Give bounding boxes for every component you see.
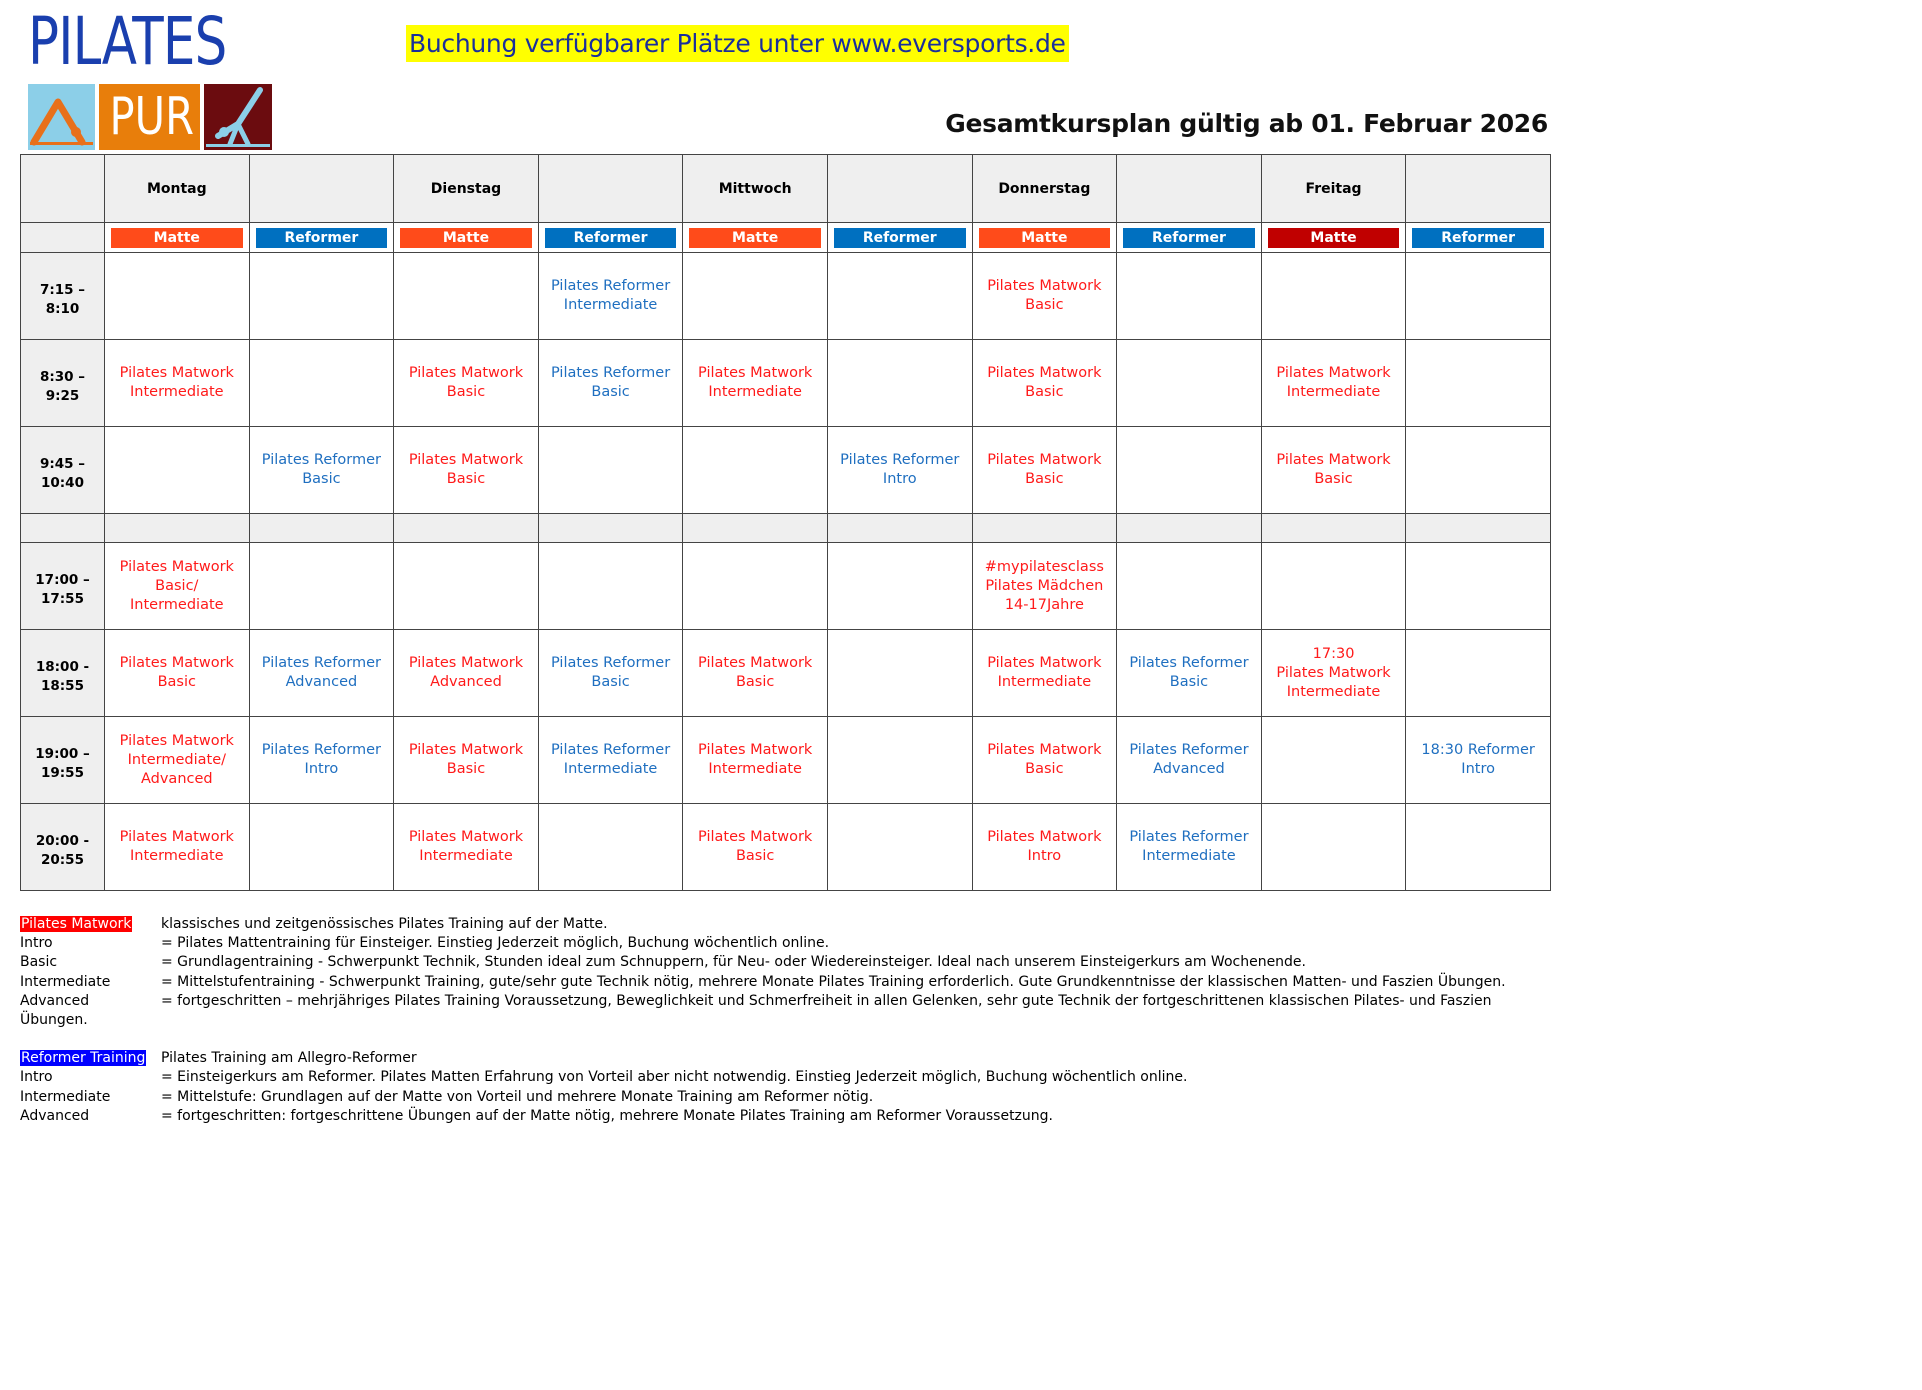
break-cell — [827, 514, 972, 543]
break-cell — [683, 514, 828, 543]
booking-banner: Buchung verfügbarer Plätze unter www.eversports.de — [406, 25, 1069, 62]
day-header-row — [21, 155, 1551, 223]
empty-cell — [827, 253, 972, 340]
class-label-line: Pilates Mädchen — [985, 577, 1104, 594]
class-label-line: Pilates Matwork — [408, 655, 524, 671]
class-cell — [538, 630, 683, 717]
class-label-line: Intro — [304, 761, 339, 777]
legend-row — [20, 973, 1550, 992]
class-label-line: Pilates Matwork — [987, 365, 1102, 381]
logo-pur-tile — [99, 84, 200, 150]
time-line: 10:40 — [41, 475, 84, 491]
empty-cell — [1117, 340, 1262, 427]
class-label-line: Intro — [882, 471, 917, 487]
class-label-line: Pilates Matwork — [119, 365, 234, 381]
time-line: 17:55 — [41, 591, 84, 607]
class-cell — [249, 427, 394, 514]
class-label-line: Pilates Matwork — [1276, 664, 1391, 681]
empty-cell — [1261, 717, 1406, 804]
class-cell — [105, 717, 250, 804]
empty-cell — [1117, 253, 1262, 340]
time-line: 18:00 - — [35, 659, 90, 675]
legend-level-description: = Pilates Mattentraining für Einsteiger. Einstieg Jederzeit möglich, Buchung wöchentlich online. — [161, 935, 830, 952]
class-label-line: Basic — [157, 674, 196, 690]
class-label-line: Pilates Matwork — [698, 365, 813, 381]
time-slot-row — [21, 630, 1551, 717]
break-cell — [972, 514, 1117, 543]
empty-cell — [1406, 340, 1551, 427]
class-cell — [538, 340, 683, 427]
class-label-line: Basic — [735, 848, 775, 864]
legend — [20, 915, 1550, 1126]
class-label-line: Intermediate — [1142, 848, 1236, 864]
class-label-line: Pilates Matwork — [698, 829, 813, 845]
class-label-line: Intro — [1027, 848, 1062, 864]
time-cell — [21, 340, 105, 427]
legend-level-key: Intro — [20, 1069, 53, 1086]
class-cell — [683, 804, 828, 891]
logo-pur-text: PUR — [109, 87, 195, 147]
class-label-line: Pilates Reformer — [550, 278, 671, 294]
time-slot-row — [21, 717, 1551, 804]
class-label-line: Basic/ — [155, 577, 199, 594]
time-cell — [21, 717, 105, 804]
class-cell — [394, 340, 539, 427]
type-badge-matte: Matte — [1268, 228, 1400, 248]
class-label-line: Intermediate — [130, 384, 224, 400]
class-label-line: Intermediate — [1286, 683, 1381, 700]
empty-cell — [683, 253, 828, 340]
break-cell — [1261, 514, 1406, 543]
empty-cell — [827, 717, 972, 804]
time-cell — [21, 427, 105, 514]
type-row-corner — [21, 223, 105, 253]
day-header-freitag: Freitag — [1261, 155, 1406, 223]
type-badge-reformer: Reformer — [256, 228, 388, 248]
time-slot-row — [21, 543, 1551, 630]
time-line: 7:15 – — [39, 282, 86, 298]
class-label-line: Basic — [1025, 297, 1064, 313]
day-header-empty — [827, 155, 972, 223]
class-cell — [394, 630, 539, 717]
empty-cell — [249, 543, 394, 630]
empty-cell — [1406, 253, 1551, 340]
class-label-line: Advanced — [1153, 761, 1225, 777]
time-slot-row — [21, 804, 1551, 891]
class-label-line: Intermediate — [708, 384, 802, 400]
legend-matwork-header — [20, 915, 1550, 934]
empty-cell — [394, 543, 539, 630]
day-header-donnerstag: Donnerstag — [972, 155, 1117, 223]
class-label-line: Pilates Matwork — [408, 742, 524, 758]
day-header-empty — [538, 155, 683, 223]
class-label-line: Pilates Matwork — [408, 829, 524, 845]
class-label-line: Pilates Matwork — [119, 558, 234, 575]
class-label-line: Pilates Reformer — [840, 452, 960, 468]
time-line: 18:55 — [41, 678, 84, 694]
course-schedule-table — [20, 154, 1551, 891]
empty-cell — [249, 804, 394, 891]
class-label-line: Basic — [1314, 471, 1353, 487]
class-label-line: Pilates Matwork — [408, 452, 524, 468]
class-label-line: Pilates Matwork — [1276, 365, 1391, 381]
class-cell — [538, 253, 683, 340]
legend-row — [20, 934, 1550, 953]
corner-cell — [21, 155, 105, 223]
class-cell — [249, 630, 394, 717]
class-label-line: Pilates Reformer — [550, 742, 671, 758]
time-line: 8:30 – — [39, 369, 86, 385]
class-label-line: Pilates Reformer — [1129, 742, 1249, 758]
day-header-mittwoch: Mittwoch — [683, 155, 828, 223]
empty-cell — [1261, 253, 1406, 340]
class-cell — [972, 717, 1117, 804]
time-line: 8:10 — [45, 301, 80, 317]
class-label-line: Pilates Reformer — [1129, 829, 1249, 845]
class-label-line: Intermediate — [997, 674, 1092, 690]
empty-cell — [538, 543, 683, 630]
class-cell — [972, 427, 1117, 514]
empty-cell — [827, 543, 972, 630]
empty-cell — [683, 427, 828, 514]
class-cell — [683, 717, 828, 804]
legend-level-key: Advanced — [20, 992, 90, 1009]
legend-level-key: Intro — [20, 935, 53, 952]
class-cell — [105, 804, 250, 891]
class-cell — [538, 717, 683, 804]
legend-level-description: = Einsteigerkurs am Reformer. Pilates Matten Erfahrung von Vorteil aber nicht notwendig. Einstieg Jederzeit möglich, Buchung wöchentlich online. — [161, 1069, 1188, 1086]
break-cell — [1406, 514, 1551, 543]
time-line: 17:00 – — [35, 572, 90, 588]
time-line: 19:00 – — [35, 746, 90, 762]
class-cell — [105, 630, 250, 717]
class-label-line: Pilates Matwork — [1276, 452, 1391, 468]
legend-level-key: Basic — [20, 954, 58, 971]
type-row — [21, 223, 1551, 253]
empty-cell — [1406, 427, 1551, 514]
legend-wrap-line: Übungen. — [20, 1012, 88, 1029]
class-cell — [972, 253, 1117, 340]
class-label-line: Basic — [446, 761, 486, 777]
class-label-line: Basic — [1025, 471, 1064, 487]
class-cell — [1117, 630, 1262, 717]
time-line: 20:00 - — [35, 833, 90, 849]
empty-cell — [1117, 427, 1262, 514]
day-header-empty — [1117, 155, 1262, 223]
time-cell — [21, 630, 105, 717]
class-label-line: Pilates Matwork — [408, 365, 524, 381]
class-label-line: Pilates Matwork — [119, 732, 234, 749]
class-label-line: Basic — [735, 674, 775, 690]
class-label-line: Pilates Reformer — [261, 655, 381, 671]
midday-break-row — [21, 514, 1551, 543]
legend-matwork-desc: klassisches und zeitgenössisches Pilates Training auf der Matte. — [161, 916, 608, 932]
empty-cell — [249, 340, 394, 427]
class-cell — [683, 340, 828, 427]
day-header-montag: Montag — [105, 155, 250, 223]
class-label-line: Intermediate — [708, 761, 802, 777]
class-cell — [1406, 717, 1551, 804]
time-line: 9:25 — [45, 388, 80, 404]
break-cell — [21, 514, 105, 543]
time-slot-row — [21, 427, 1551, 514]
class-label-line: Intermediate — [130, 848, 224, 864]
class-label-line: Basic — [446, 384, 486, 400]
class-label-line: Pilates Reformer — [261, 452, 381, 468]
class-cell — [105, 340, 250, 427]
legend-reformer-desc: Pilates Training am Allegro-Reformer — [161, 1050, 417, 1067]
empty-cell — [827, 630, 972, 717]
class-cell — [972, 804, 1117, 891]
class-label-line: Pilates Matwork — [987, 655, 1102, 671]
break-cell — [249, 514, 394, 543]
empty-cell — [1406, 543, 1551, 630]
class-cell — [972, 340, 1117, 427]
class-label-line: Pilates Matwork — [698, 655, 813, 671]
class-label-line: Pilates Matwork — [119, 655, 234, 671]
legend-row — [20, 1107, 1550, 1126]
class-label-line: Basic — [1025, 761, 1064, 777]
class-label-line: Advanced — [430, 674, 502, 690]
type-badge-reformer: Reformer — [1123, 228, 1255, 248]
balance-pose-figure-icon — [204, 84, 272, 150]
empty-cell — [1261, 543, 1406, 630]
empty-cell — [683, 543, 828, 630]
class-label-line: Intermediate — [419, 848, 513, 864]
legend-row — [20, 992, 1550, 1011]
time-line: 20:55 — [41, 852, 84, 868]
pilates-pur-logo — [28, 3, 274, 147]
class-cell — [249, 717, 394, 804]
class-label-line: Pilates Matwork — [987, 452, 1102, 468]
class-label-line: Intermediate — [130, 596, 224, 613]
class-cell — [1117, 717, 1262, 804]
class-label-line: 17:30 — [1312, 645, 1355, 662]
type-badge-matte: Matte — [979, 228, 1111, 248]
break-cell — [105, 514, 250, 543]
class-label-line: Basic — [1025, 384, 1064, 400]
legend-reformer-title: Reformer Training — [21, 1050, 146, 1067]
legend-level-key: Advanced — [20, 1107, 90, 1124]
class-cell — [394, 717, 539, 804]
class-label-line: Advanced — [140, 770, 213, 787]
type-badge-matte: Matte — [689, 228, 821, 248]
class-label-line: Basic — [591, 384, 630, 400]
class-label-line: #mypilatesclass — [984, 558, 1104, 575]
legend-level-key: Intermediate — [20, 973, 111, 990]
legend-row — [20, 1068, 1550, 1087]
empty-cell — [249, 253, 394, 340]
empty-cell — [1261, 804, 1406, 891]
legend-row — [20, 953, 1550, 972]
class-label-line: Pilates Reformer — [550, 655, 671, 671]
class-label-line: Intro — [1461, 761, 1495, 777]
class-cell — [972, 630, 1117, 717]
class-label-line: Pilates Matwork — [987, 278, 1102, 294]
type-badge-reformer: Reformer — [1412, 228, 1544, 248]
class-cell — [972, 543, 1117, 630]
class-label-line: Basic — [1169, 674, 1209, 690]
class-label-line: Basic — [591, 674, 630, 690]
empty-cell — [538, 427, 683, 514]
class-label-line: Intermediate — [563, 761, 658, 777]
type-badge-reformer: Reformer — [545, 228, 677, 248]
legend-matwork-title: Pilates Matwork — [21, 916, 132, 932]
downward-dog-figure-icon — [28, 84, 95, 150]
class-label-line: Pilates Matwork — [119, 829, 234, 845]
empty-cell — [105, 253, 250, 340]
day-header-empty — [1406, 155, 1551, 223]
time-cell — [21, 804, 105, 891]
empty-cell — [1117, 543, 1262, 630]
legend-row — [20, 1088, 1550, 1107]
class-cell — [394, 427, 539, 514]
logo-wordmark: PILATES — [28, 3, 227, 80]
break-cell — [1117, 514, 1262, 543]
empty-cell — [827, 340, 972, 427]
class-label-line: Pilates Matwork — [987, 742, 1102, 758]
day-header-empty — [249, 155, 394, 223]
time-slot-row — [21, 340, 1551, 427]
time-line: 9:45 – — [39, 456, 86, 472]
class-cell — [683, 630, 828, 717]
class-label-line: Basic — [446, 471, 486, 487]
class-cell — [1117, 804, 1262, 891]
time-slot-row — [21, 253, 1551, 340]
class-label-line: Pilates Matwork — [987, 829, 1102, 845]
legend-level-description: = Mittelstufe: Grundlagen auf der Matte von Vorteil und mehrere Monate Training am Reformer nötig. — [161, 1088, 874, 1105]
empty-cell — [1406, 804, 1551, 891]
time-cell — [21, 253, 105, 340]
legend-level-description: = fortgeschritten: fortgeschrittene Übungen auf der Matte nötig, mehrere Monate Pilates Training am Reformer Voraussetzung. — [161, 1107, 1053, 1124]
class-label-line: 14-17Jahre — [1004, 596, 1084, 613]
empty-cell — [538, 804, 683, 891]
day-header-dienstag: Dienstag — [394, 155, 539, 223]
class-cell — [1261, 630, 1406, 717]
class-label-line: 18:30 Reformer — [1421, 742, 1535, 758]
break-cell — [394, 514, 539, 543]
plan-title: Gesamtkursplan gültig ab 01. Februar 2026 — [945, 109, 1548, 138]
legend-level-description: = Mittelstufentraining - Schwerpunkt Training, gute/sehr gute Technik nötig, mehrere Monate Pilates Training erforderlich. Gute Grundkenntnisse der klassischen Matten- und Faszien Übungen. — [161, 973, 1506, 990]
class-cell — [394, 804, 539, 891]
type-badge-matte: Matte — [400, 228, 532, 248]
class-cell — [1261, 340, 1406, 427]
class-label-line: Basic — [302, 471, 341, 487]
class-cell — [105, 543, 250, 630]
type-badge-reformer: Reformer — [834, 228, 966, 248]
empty-cell — [1406, 630, 1551, 717]
class-label-line: Intermediate/ — [127, 751, 227, 768]
legend-level-key: Intermediate — [20, 1088, 111, 1105]
empty-cell — [105, 427, 250, 514]
class-cell — [1261, 427, 1406, 514]
empty-cell — [827, 804, 972, 891]
class-label-line: Pilates Reformer — [1129, 655, 1249, 671]
legend-level-description: = Grundlagentraining - Schwerpunkt Technik, Stunden ideal zum Schnuppern, für Neu- oder Wiedereinsteiger. Ideal nach unserem Einsteigerkurs am Wochenende. — [161, 954, 1306, 971]
type-badge-matte: Matte — [111, 228, 243, 248]
class-label-line: Pilates Reformer — [550, 365, 671, 381]
class-cell — [827, 427, 972, 514]
legend-level-description: = fortgeschritten – mehrjähriges Pilates Training Voraussetzung, Beweglichkeit und Schmerfreiheit in allen Gelenken, sehr gute Technik der fortgeschrittenen klassischen Pilates- und Faszien — [161, 992, 1492, 1009]
class-label-line: Pilates Matwork — [698, 742, 813, 758]
empty-cell — [394, 253, 539, 340]
break-cell — [538, 514, 683, 543]
class-label-line: Intermediate — [1286, 384, 1381, 400]
class-label-line: Advanced — [285, 674, 358, 690]
legend-reformer-header — [20, 1049, 1550, 1068]
class-label-line: Intermediate — [563, 297, 658, 313]
time-cell — [21, 543, 105, 630]
time-line: 19:55 — [41, 765, 84, 781]
class-label-line: Pilates Reformer — [261, 742, 381, 758]
